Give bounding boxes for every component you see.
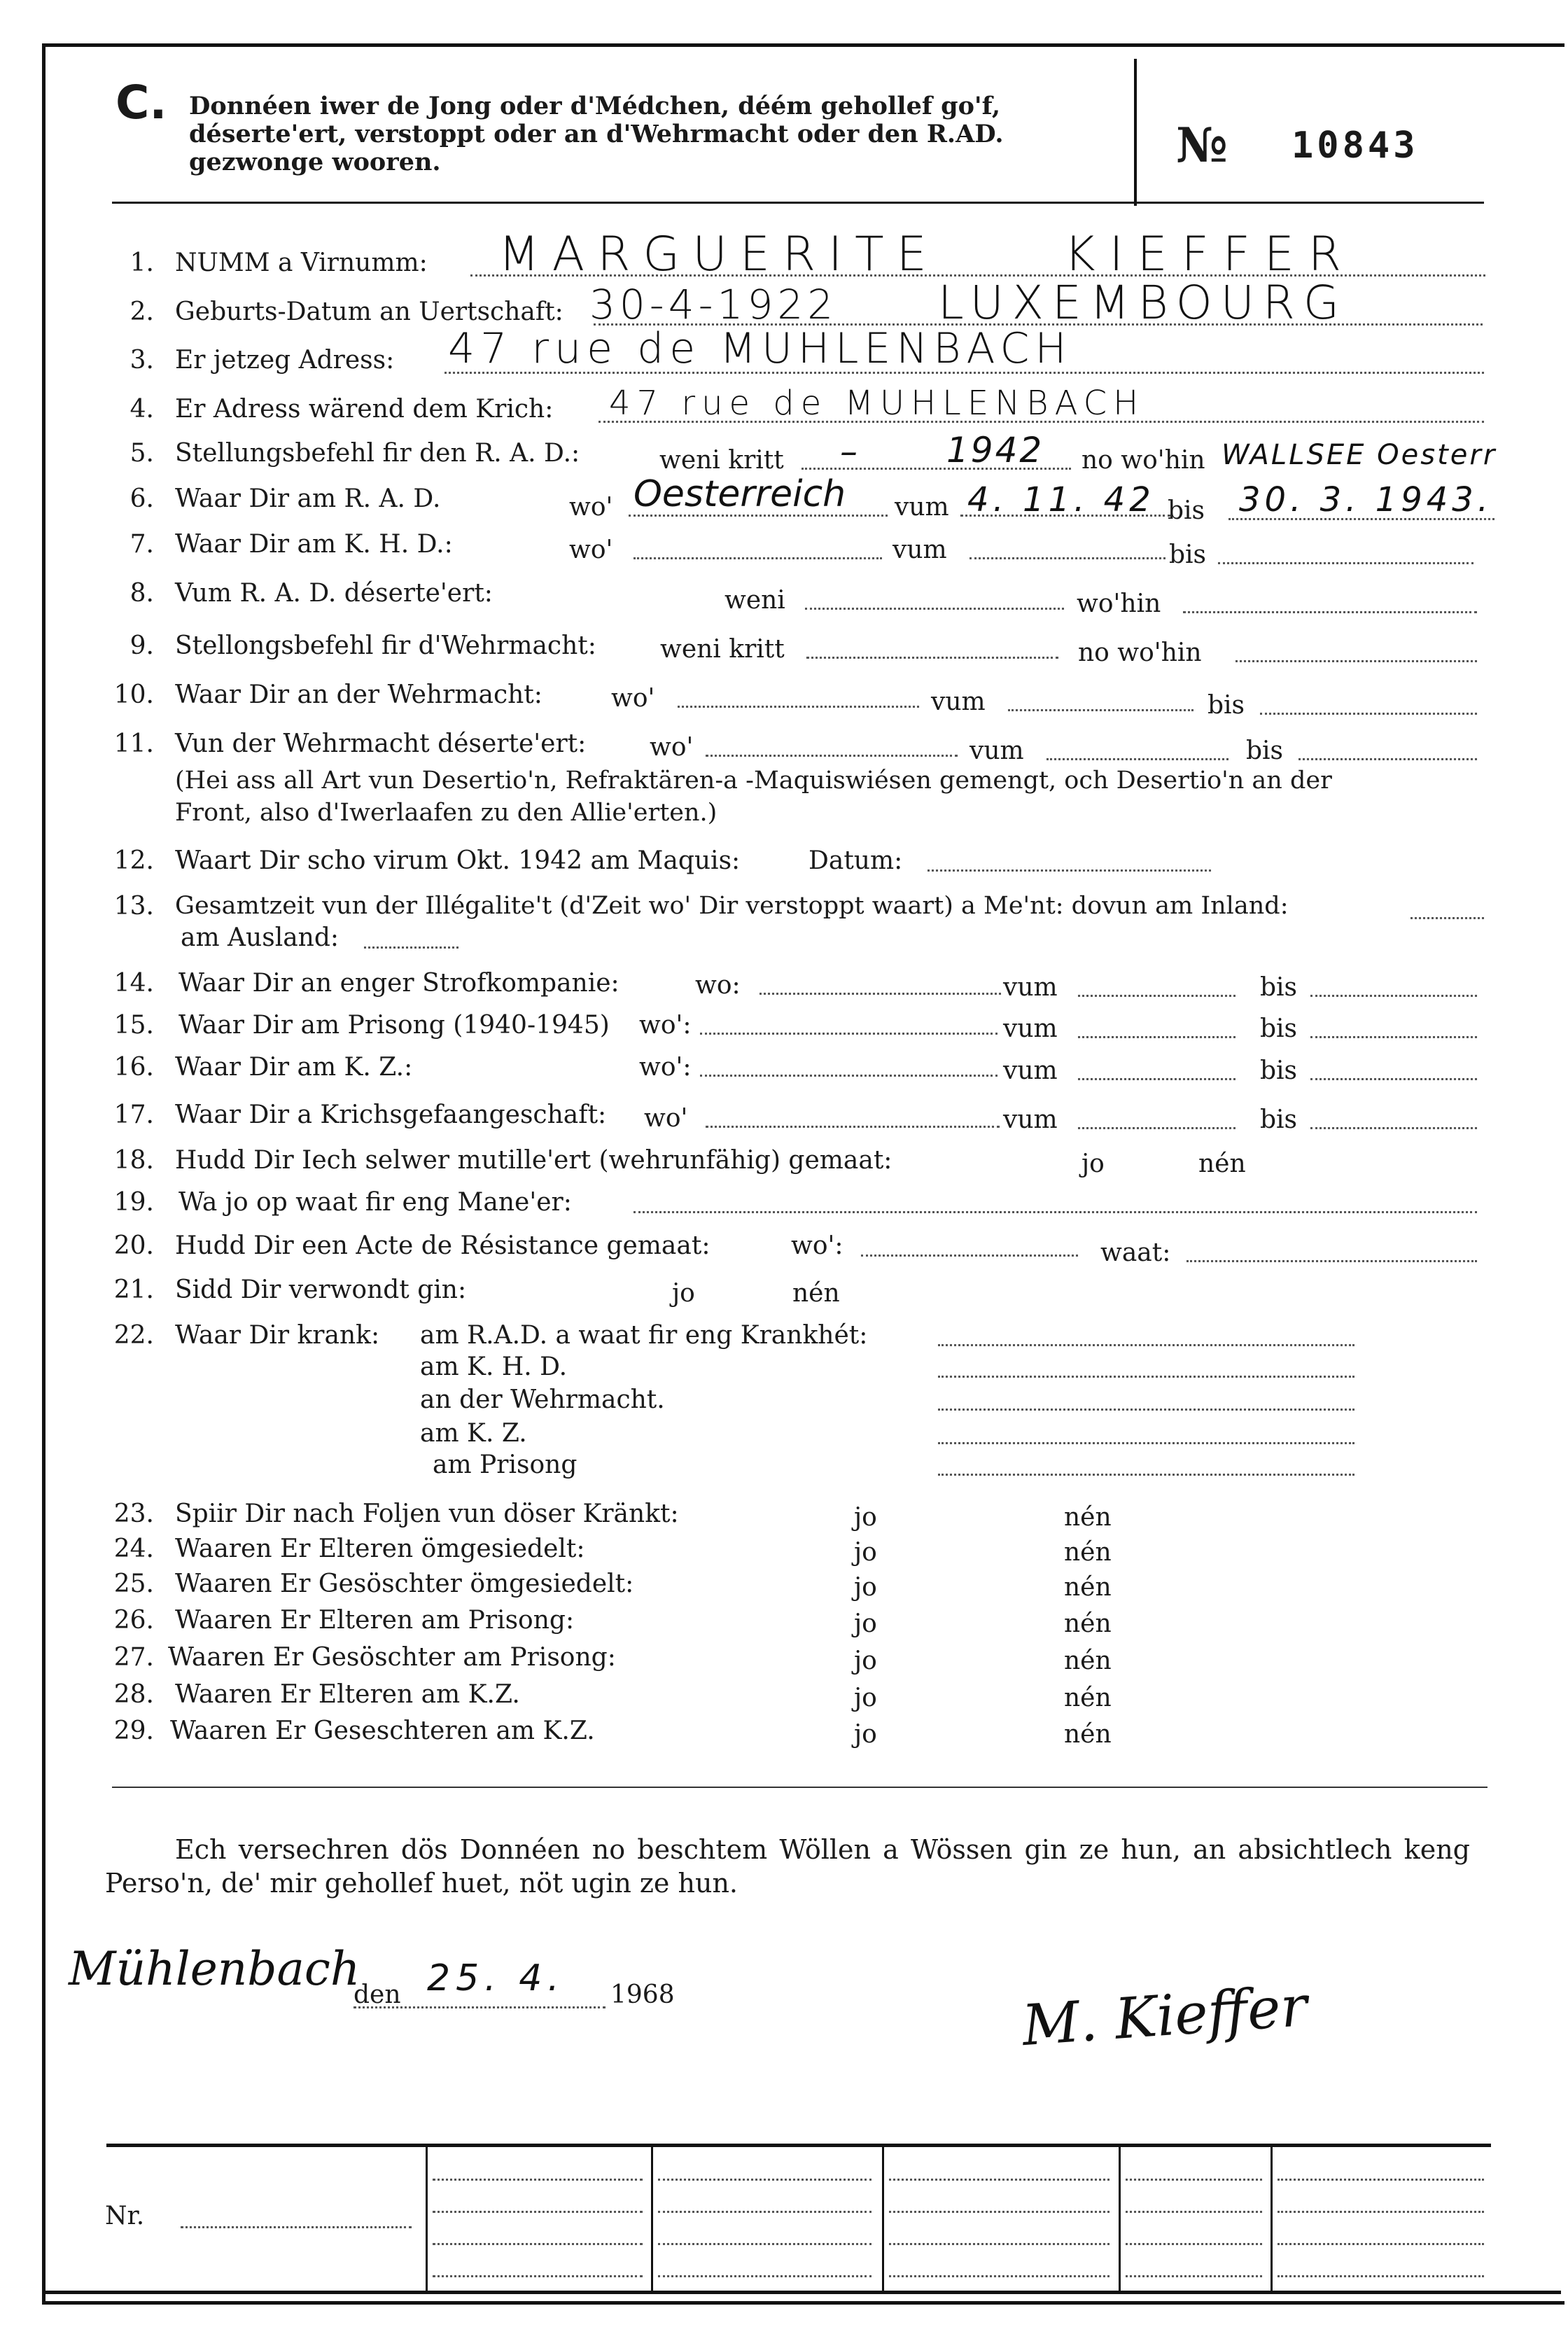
number-label: № xyxy=(1176,118,1228,174)
question-label: Er jetzeg Adress: xyxy=(175,346,395,375)
answer-rad-place: Oesterreich xyxy=(634,473,846,515)
answer-line xyxy=(938,1474,1354,1476)
question-label: bis xyxy=(1260,1014,1298,1043)
footer-cell-line xyxy=(1126,2211,1262,2213)
question-label: Waaren Er Gesöschter ömgesiedelt: xyxy=(175,1570,634,1598)
option-no: nén xyxy=(1064,1503,1112,1532)
question-number: 29. xyxy=(113,1717,154,1745)
question-note: Front, also d'Iwerlaafen zu den Allie'erten.) xyxy=(175,799,718,827)
answer-surname: KIEFFER xyxy=(1064,227,1356,282)
question-sublabel: am K. Z. xyxy=(420,1419,527,1448)
question-label: wo: xyxy=(695,971,741,1000)
question-label: Geburts-Datum an Uertschaft: xyxy=(175,298,564,326)
question-label: Stellungsbefehl fir den R. A. D.: xyxy=(175,439,580,468)
question-number: 3. xyxy=(130,346,154,375)
question-label: Waaren Er Elteren ömgesiedelt: xyxy=(175,1535,585,1563)
question-number: 17. xyxy=(113,1100,154,1129)
answer-line xyxy=(938,1376,1354,1378)
footer-cell-line xyxy=(658,2243,872,2245)
question-label: wo' xyxy=(569,493,613,522)
question-label: wo': xyxy=(639,1053,692,1082)
answer-line xyxy=(805,608,1064,610)
declaration-text: Ech versechren dös Donnéen no beschtem Wöllen a Wössen gin ze hun, an absichtlech keng Perso'n, de' mir gehollef huet, nöt ugin ze hun. xyxy=(105,1834,1470,1899)
section-title: Donnéen iwer de Jong oder d'Médchen, déém gehollef go'f, déserte'ert, verstoppt oder an d'Wehrmacht oder den R.AD. gezwonge wooren. xyxy=(189,92,1004,176)
question-number: 6. xyxy=(130,484,154,513)
question-number: 2. xyxy=(130,298,154,326)
answer-line xyxy=(938,1409,1354,1411)
answer-wartime-address: 47 rue de MUHLENBACH xyxy=(609,384,1145,423)
footer-cell-line xyxy=(658,2179,872,2181)
answer-line xyxy=(1078,1078,1236,1080)
answer-dash: – xyxy=(840,431,858,472)
option-no: nén xyxy=(792,1279,840,1308)
question-note: (Hei ass all Art vun Desertio'n, Refraktären-a -Maquiswiésen gemengt, och Desertio'n an der xyxy=(175,767,1332,795)
question-label: vum xyxy=(892,536,947,564)
answer-line xyxy=(706,1126,1000,1128)
question-number: 23. xyxy=(113,1500,154,1528)
question-number: 7. xyxy=(130,530,154,559)
question-label: Waaren Er Gesöschter am Prisong: xyxy=(168,1643,616,1672)
date-line xyxy=(354,2006,606,2008)
question-label: Waart Dir scho virum Okt. 1942 am Maquis: xyxy=(175,846,741,875)
answer-line xyxy=(706,755,958,757)
answer-line xyxy=(700,1075,997,1077)
answer-line xyxy=(938,1442,1354,1444)
footer-cell-line xyxy=(433,2179,643,2181)
question-label: weni kritt xyxy=(660,635,785,664)
section-letter: C. xyxy=(115,76,167,130)
question-number: 1. xyxy=(130,249,154,277)
question-number: 11. xyxy=(113,729,154,758)
question-label: Waaren Er Geseschteren am K.Z. xyxy=(170,1717,595,1745)
question-label: Sidd Dir verwondt gin: xyxy=(175,1276,467,1304)
question-label: vum xyxy=(1003,1105,1058,1134)
date-den-label: den xyxy=(354,1980,401,2009)
question-number: 28. xyxy=(113,1680,154,1709)
question-label: wo' xyxy=(569,536,613,564)
option-yes: jo xyxy=(1082,1149,1105,1178)
question-label: wo' xyxy=(650,733,694,762)
question-label: Vun der Wehrmacht déserte'ert: xyxy=(175,729,587,758)
option-yes: jo xyxy=(854,1538,877,1567)
question-label: am Ausland: xyxy=(181,923,340,952)
question-label: no wo'hin xyxy=(1078,638,1202,667)
question-label: vum xyxy=(931,687,986,716)
footer-nr-label: Nr. xyxy=(105,2202,145,2230)
answer-birth-date: 30-4-1922 xyxy=(589,281,838,328)
question-label: vum xyxy=(1003,1014,1058,1043)
question-number: 5. xyxy=(130,439,154,468)
answer-current-address: 47 rue de MUHLENBACH xyxy=(448,324,1072,373)
question-label: Waar Dir a Krichsgefaangeschaft: xyxy=(175,1100,607,1129)
footer-cell-line xyxy=(433,2211,643,2213)
signature-year: 1968 xyxy=(610,1980,675,2009)
answer-line xyxy=(700,1033,997,1035)
question-label: weni kritt xyxy=(659,446,784,475)
header-rule xyxy=(112,202,1484,204)
question-label: NUMM a Virnumm: xyxy=(175,249,428,277)
question-label: Waar Dir am Prisong (1940-1945) xyxy=(178,1011,610,1040)
option-no: nén xyxy=(1064,1684,1112,1712)
answer-order-year: 1942 xyxy=(946,430,1044,470)
question-label: wo': xyxy=(791,1231,844,1260)
signature-place: Mühlenbach xyxy=(69,1942,360,1996)
form-number: 10843 xyxy=(1292,125,1419,167)
footer-cell-line xyxy=(658,2275,872,2277)
footer-cell-line xyxy=(433,2275,643,2277)
question-label: Waar Dir am R. A. D. xyxy=(175,484,441,513)
question-number: 18. xyxy=(113,1146,154,1175)
question-number: 19. xyxy=(113,1188,154,1217)
question-number: 21. xyxy=(113,1276,154,1304)
answer-line xyxy=(1310,1036,1477,1038)
answer-line xyxy=(1078,1036,1236,1038)
footer-cell-line xyxy=(889,2211,1110,2213)
option-yes: jo xyxy=(854,1609,877,1638)
question-number: 9. xyxy=(130,631,154,660)
footer-col-divider xyxy=(426,2144,428,2292)
answer-line xyxy=(1260,713,1477,715)
option-no: nén xyxy=(1064,1647,1112,1675)
footer-col-divider xyxy=(651,2144,653,2292)
question-number: 27. xyxy=(113,1643,154,1672)
question-number: 24. xyxy=(113,1535,154,1563)
question-label: Spiir Dir nach Foljen vun döser Kränkt: xyxy=(175,1500,679,1528)
option-no: nén xyxy=(1064,1538,1112,1567)
header-divider xyxy=(1134,59,1137,206)
answer-line xyxy=(1236,660,1477,662)
option-no: nén xyxy=(1064,1720,1112,1749)
question-label: bis xyxy=(1208,691,1245,720)
question-number: 25. xyxy=(113,1570,154,1598)
footer-cell-line xyxy=(1278,2211,1484,2213)
footer-cell-line xyxy=(658,2211,872,2213)
footer-cell-line xyxy=(1278,2275,1484,2277)
footer-cell-line xyxy=(1126,2179,1262,2181)
question-label: Datum: xyxy=(808,846,903,875)
answer-line xyxy=(1078,1127,1236,1129)
option-yes: jo xyxy=(854,1684,877,1712)
question-number: 14. xyxy=(113,969,154,998)
question-label: wo': xyxy=(639,1011,692,1040)
question-label: Waar Dir am K. H. D.: xyxy=(175,530,453,559)
question-number: 22. xyxy=(113,1321,154,1350)
footer-col-divider xyxy=(1119,2144,1121,2292)
question-label: Hudd Dir Iech selwer mutille'ert (wehrunfähig) gemaat: xyxy=(175,1146,892,1175)
question-label: Wa jo op waat fir eng Mane'er: xyxy=(178,1188,572,1217)
question-label: bis xyxy=(1260,1056,1298,1085)
question-number: 15. xyxy=(113,1011,154,1040)
option-no: nén xyxy=(1064,1609,1112,1638)
question-number: 13. xyxy=(113,892,154,921)
question-label: bis xyxy=(1260,973,1298,1002)
question-label: vum xyxy=(969,736,1024,765)
answer-rad-from: 4. 11. 42 xyxy=(967,480,1155,519)
footer-col-divider xyxy=(882,2144,884,2292)
option-no: nén xyxy=(1198,1149,1246,1178)
question-number: 26. xyxy=(113,1606,154,1635)
signature-date: 25. 4. xyxy=(427,1957,565,1999)
answer-line xyxy=(1008,709,1194,711)
question-number: 16. xyxy=(113,1053,154,1082)
question-label: bis xyxy=(1169,540,1207,569)
footer-nr-line xyxy=(181,2226,412,2228)
question-label: Er Adress wärend dem Krich: xyxy=(175,395,554,424)
answer-line xyxy=(634,557,882,559)
question-label: waat: xyxy=(1100,1238,1171,1267)
question-label: bis xyxy=(1168,496,1205,525)
answer-line xyxy=(927,869,1211,872)
question-label: Waar Dir krank: xyxy=(175,1321,380,1350)
answer-line xyxy=(634,1211,1477,1213)
answer-line xyxy=(1310,995,1477,997)
footer-cell-line xyxy=(889,2243,1110,2245)
question-number: 20. xyxy=(113,1231,154,1260)
answer-line xyxy=(678,706,919,708)
question-label: Vum R. A. D. déserte'ert: xyxy=(175,579,493,608)
answer-line xyxy=(806,657,1058,659)
answer-line xyxy=(760,993,1001,995)
question-label: Stellongsbefehl fir d'Wehrmacht: xyxy=(175,631,596,660)
question-number: 4. xyxy=(130,395,154,424)
answer-line xyxy=(861,1255,1078,1257)
footer-cell-line xyxy=(1126,2275,1262,2277)
footer-rule-bottom xyxy=(43,2291,1561,2294)
question-label: Waaren Er Elteren am Prisong: xyxy=(175,1606,575,1635)
option-yes: jo xyxy=(854,1573,877,1602)
option-no: nén xyxy=(1064,1573,1112,1602)
answer-line xyxy=(969,557,1166,559)
answer-rad-to: 30. 3. 1943. xyxy=(1239,480,1493,519)
section-rule xyxy=(112,1787,1488,1788)
question-label: bis xyxy=(1260,1105,1298,1134)
question-label: Gesamtzeit vun der Illégalite't (d'Zeit wo' Dir verstoppt waart) a Me'nt: dovun am Inland: xyxy=(175,892,1289,920)
question-label: wo' xyxy=(644,1104,688,1133)
answer-line xyxy=(1310,1127,1477,1129)
answer-line xyxy=(1078,995,1236,997)
question-label: no wo'hin xyxy=(1082,446,1205,475)
question-label: vum xyxy=(1003,973,1058,1002)
question-label: Waaren Er Elteren am K.Z. xyxy=(175,1680,520,1709)
question-label: weni xyxy=(724,586,785,615)
option-yes: jo xyxy=(854,1720,877,1749)
question-label: wo'hin xyxy=(1077,589,1161,618)
question-label: Waar Dir am K. Z.: xyxy=(175,1053,413,1082)
answer-line xyxy=(364,946,458,949)
answer-line xyxy=(1310,1078,1477,1080)
question-label: wo' xyxy=(611,684,655,713)
answer-birth-place: LUXEMBOURG xyxy=(938,276,1348,330)
signature: M. Kieffer xyxy=(1020,1973,1310,2059)
option-yes: jo xyxy=(854,1647,877,1675)
answer-line xyxy=(1183,611,1477,613)
answer-first-name: MARGUERITE xyxy=(498,227,939,282)
question-label: vum xyxy=(895,493,949,522)
question-sublabel: an der Wehrmacht. xyxy=(420,1385,665,1414)
question-sublabel: am Prisong xyxy=(433,1451,578,1479)
footer-cell-line xyxy=(1126,2243,1262,2245)
question-label: Waar Dir an der Wehrmacht: xyxy=(175,680,542,709)
footer-rule-top xyxy=(106,2144,1491,2147)
question-label: bis xyxy=(1246,736,1284,765)
answer-line xyxy=(1410,917,1484,919)
question-label: vum xyxy=(1003,1056,1058,1085)
answer-line xyxy=(938,1344,1354,1346)
answer-destination: WALLSEE Oesterr xyxy=(1222,439,1497,471)
question-number: 8. xyxy=(130,579,154,608)
answer-line xyxy=(1218,562,1474,564)
question-number: 12. xyxy=(113,846,154,875)
answer-line xyxy=(1046,758,1228,760)
answer-line xyxy=(1186,1260,1477,1262)
footer-cell-line xyxy=(889,2275,1110,2277)
question-number: 10. xyxy=(113,680,154,709)
answer-line xyxy=(1298,758,1477,760)
footer-cell-line xyxy=(1278,2179,1484,2181)
footer-cell-line xyxy=(889,2179,1110,2181)
question-label: am R.A.D. a waat fir eng Krankhét: xyxy=(420,1321,868,1350)
question-sublabel: am K. H. D. xyxy=(420,1353,568,1381)
footer-cell-line xyxy=(433,2243,643,2245)
footer-col-divider xyxy=(1270,2144,1273,2292)
option-yes: jo xyxy=(672,1279,695,1308)
question-label: Waar Dir an enger Strofkompanie: xyxy=(178,969,620,998)
option-yes: jo xyxy=(854,1503,877,1532)
question-label: Hudd Dir een Acte de Résistance gemaat: xyxy=(175,1231,710,1260)
footer-cell-line xyxy=(1278,2243,1484,2245)
